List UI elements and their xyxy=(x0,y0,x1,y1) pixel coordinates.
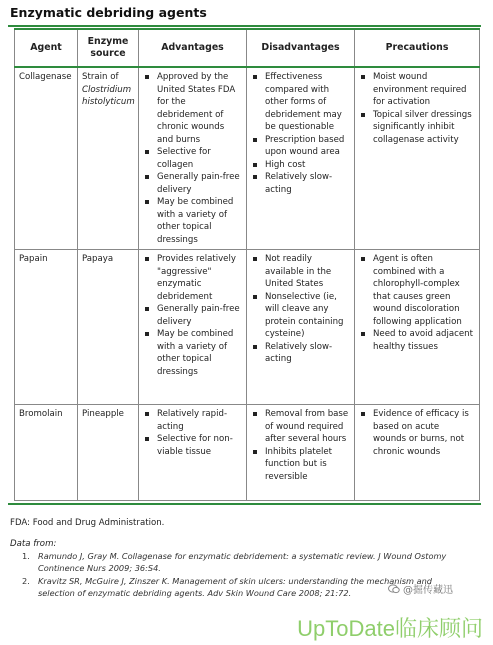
cell-precautions xyxy=(355,405,480,501)
cell-advantages xyxy=(139,405,247,501)
list-item: Effectiveness compared with other forms of debridement may be questionable xyxy=(251,71,350,134)
watermark-text: @掘传藏迅 xyxy=(403,585,453,596)
reference-number: 2. xyxy=(22,576,30,586)
source-plain: Strain of xyxy=(82,72,119,82)
list-item: Nonselective (ie, will cleave any protein containing cysteine) xyxy=(251,291,350,341)
brand-logo-text: UpToDate临床顾问 xyxy=(297,616,483,641)
cell-disadvantages xyxy=(247,250,355,405)
list-item: Generally pain-free delivery xyxy=(143,171,242,196)
list-item: Not readily available in the United States xyxy=(251,253,350,291)
list-item: Evidence of efficacy is based on acute wounds or burns, not chronic wounds xyxy=(359,408,475,458)
list-item: May be combined with a variety of other topical dressings xyxy=(143,196,242,246)
abbreviation-footnote: FDA: Food and Drug Administration. xyxy=(10,518,165,528)
list-item: Removal from base of wound required after several hours xyxy=(251,408,350,446)
list-item: Generally pain-free delivery xyxy=(143,303,242,328)
list-item: Need to avoid adjacent healthy tissues xyxy=(359,328,475,353)
header-source-line1: Enzyme xyxy=(87,36,129,47)
header-agent: Agent xyxy=(15,29,78,67)
header-precautions: Precautions xyxy=(355,29,480,67)
cell-disadvantages xyxy=(247,405,355,501)
cell-advantages xyxy=(139,250,247,405)
cell-advantages xyxy=(139,67,247,250)
enzymatic-agents-table xyxy=(14,28,480,501)
data-from-label: Data from: xyxy=(10,539,57,549)
list-item: Provides relatively "aggressive" enzymatic debridement xyxy=(143,253,242,303)
wechat-watermark xyxy=(388,581,453,596)
list-item: Topical silver dressings significantly inhibit collagenase activity xyxy=(359,109,475,147)
cell-source xyxy=(78,250,139,405)
cell-agent: Papain xyxy=(15,250,78,405)
table-header-row xyxy=(15,29,480,67)
list-item: Agent is often combined with a chlorophyll-complex that causes green wound discoloration following application xyxy=(359,253,475,328)
header-enzyme-source xyxy=(78,29,139,67)
list-item: May be combined with a variety of other topical dressings xyxy=(143,328,242,378)
reference-list xyxy=(10,551,450,601)
chat-bubble-icon xyxy=(388,584,400,594)
cell-agent: Bromolain xyxy=(15,405,78,501)
list-item: Selective for collagen xyxy=(143,146,242,171)
title-divider xyxy=(8,25,481,27)
header-disadvantages: Disadvantages xyxy=(247,29,355,67)
list-item: Approved by the United States FDA for the debridement of chronic wounds and burns xyxy=(143,71,242,146)
cell-agent: Collagenase xyxy=(15,67,78,250)
table-row xyxy=(15,250,480,405)
cell-precautions xyxy=(355,67,480,250)
list-item: Relatively slow-acting xyxy=(251,171,350,196)
source-plain: Papaya xyxy=(82,254,114,264)
list-item: High cost xyxy=(251,159,350,172)
list-item: Moist wound environment required for activation xyxy=(359,71,475,109)
list-item: Relatively rapid-acting xyxy=(143,408,242,433)
page-title: Enzymatic debriding agents xyxy=(10,5,207,20)
reference-item xyxy=(10,551,450,574)
cell-source xyxy=(78,67,139,250)
list-item: Selective for non-viable tissue xyxy=(143,433,242,458)
cell-precautions xyxy=(355,250,480,405)
cell-source xyxy=(78,405,139,501)
list-item: Inhibits platelet function but is reversible xyxy=(251,446,350,484)
reference-number: 1. xyxy=(22,551,30,561)
header-advantages: Advantages xyxy=(139,29,247,67)
source-plain: Pineapple xyxy=(82,409,124,419)
cell-disadvantages xyxy=(247,67,355,250)
list-item: Relatively slow-acting xyxy=(251,341,350,366)
table-row xyxy=(15,67,480,250)
table-bottom-divider xyxy=(8,503,481,505)
reference-text: Kravitz SR, McGuire J, Zinszer K. Management of skin ulcers: understanding the mechanism and selection of enzymatic debriding agents. Adv Skin Wound Care 2008; 21:72. xyxy=(38,576,432,598)
reference-text: Ramundo J, Gray M. Collagenase for enzymatic debridement: a systematic review. J Wound Ostomy Continence Nurs 2009; 36:S4. xyxy=(38,551,447,573)
header-source-line2: source xyxy=(90,48,126,59)
reference-item xyxy=(10,576,450,599)
list-item: Prescription based upon wound area xyxy=(251,134,350,159)
source-italic: Clostridium histolyticum xyxy=(82,84,135,107)
table-row xyxy=(15,405,480,501)
